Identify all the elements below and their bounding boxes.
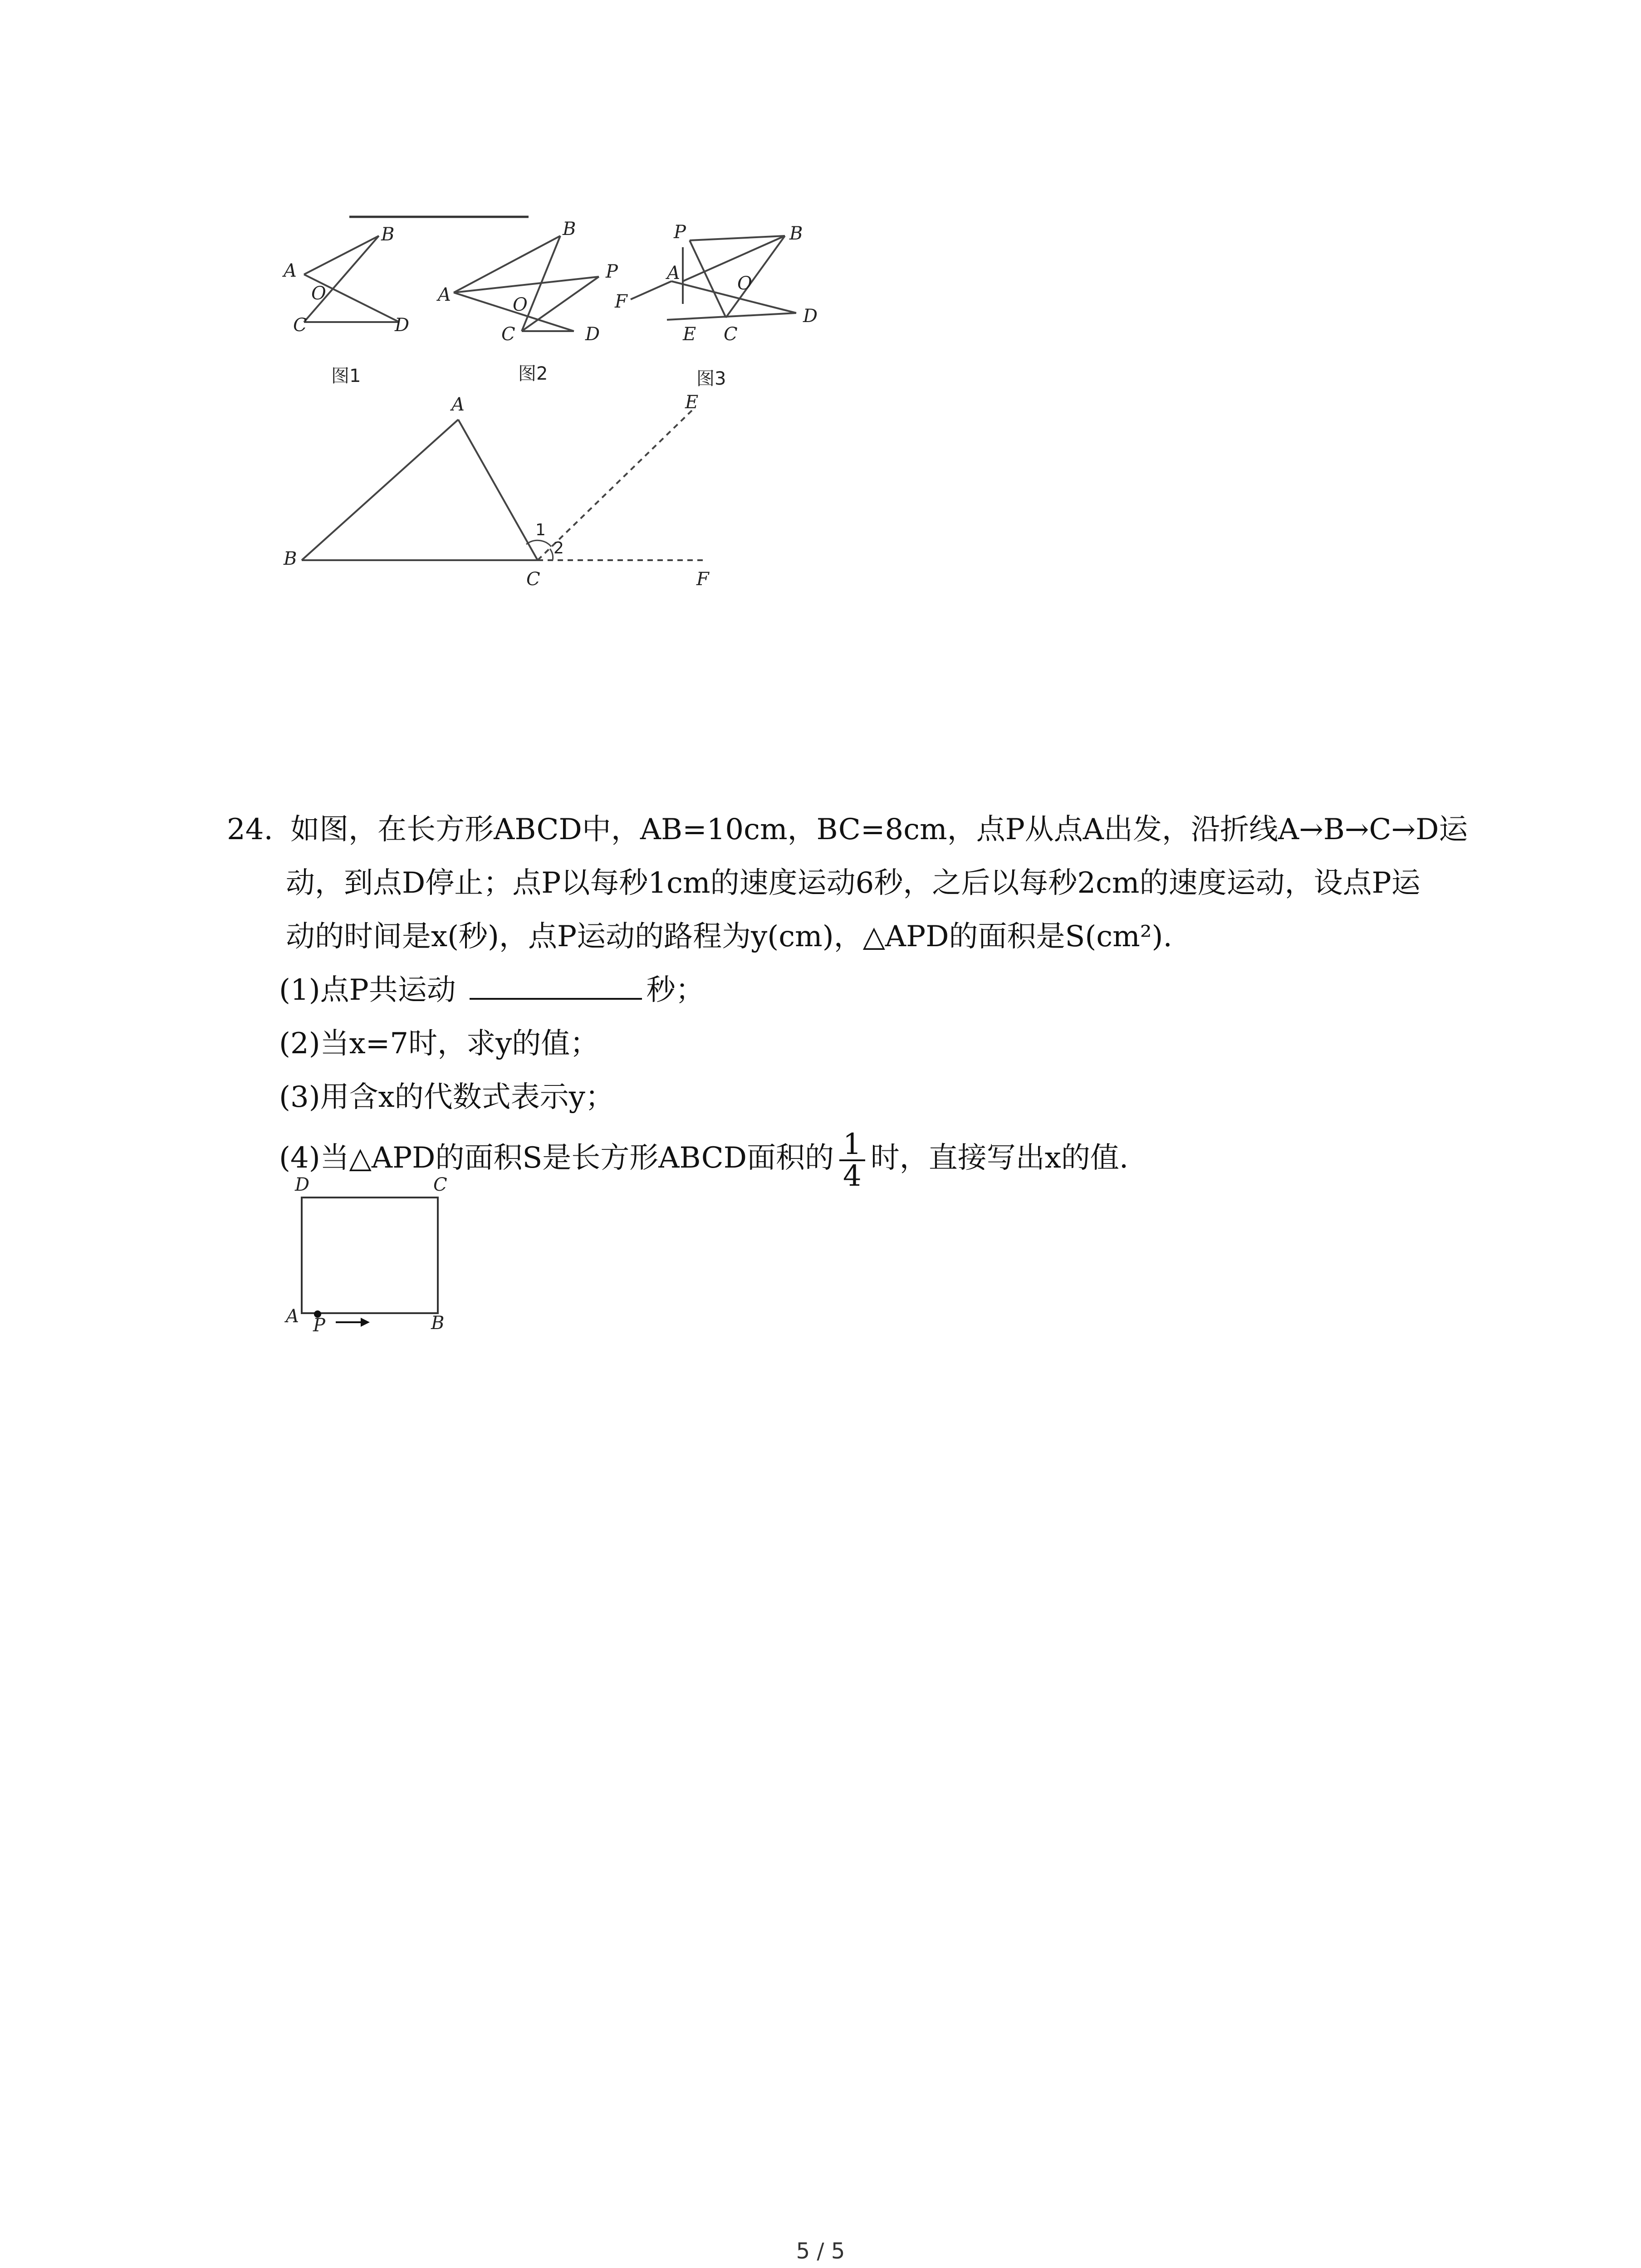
rect-label-A: A (286, 1306, 299, 1327)
problem-text-line-1: 如图，在长方形ABCD中，AB=10cm，BC=8cm，点P从点A出发，沿折线A→B→C→D运 (290, 813, 1468, 846)
fig1-caption: 图1 (331, 366, 361, 386)
fig2-label-O: O (513, 294, 528, 315)
question-1-prefix: (1)点P共运动 (279, 973, 456, 1007)
fig1-label-O: O (311, 283, 326, 304)
fig3-caption: 图3 (696, 368, 726, 389)
fig2-caption: 图2 (518, 363, 548, 384)
fig2-label-B: B (563, 219, 576, 240)
triangle-angle-2: 2 (554, 539, 564, 557)
fig1-label-A: A (284, 260, 297, 281)
fig3-label-P: P (674, 222, 686, 243)
fig1-label-B: B (381, 224, 395, 245)
problem-number: 24. (227, 813, 273, 846)
fig3-label-C: C (724, 324, 738, 345)
problem-text-line-2: 动，到点D停止；点P以每秒1cm的速度运动6秒，之后以每秒2cm的速度运动，设点P运 (286, 866, 1421, 900)
rect-label-P: P (313, 1315, 325, 1336)
question-2-text: (2)当x=7时，求y的值； (279, 1027, 599, 1061)
triangle-label-E: E (685, 392, 699, 413)
triangle-label-A: A (451, 394, 465, 415)
fraction-denominator: 4 (843, 1159, 862, 1193)
fig3-label-D: D (803, 306, 818, 327)
rect-label-C: C (433, 1174, 447, 1195)
fig3-label-A: A (667, 263, 680, 284)
triangle-angle-1: 1 (535, 521, 546, 539)
fig2-label-C: C (501, 324, 515, 345)
fig3-label-O: O (737, 273, 752, 294)
fig2-label-A: A (438, 284, 451, 305)
question-3-text: (3)用含x的代数式表示y； (279, 1080, 614, 1114)
page-number: 5 / 5 (796, 2239, 845, 2264)
fig1-label-C: C (293, 315, 307, 336)
fig1-label-D: D (395, 315, 410, 336)
fig3-label-B: B (789, 223, 803, 244)
rect-label-B: B (431, 1313, 445, 1334)
question-4-prefix: (4)当△APD的面积S是长方形ABCD面积的 (279, 1141, 834, 1175)
fig2-label-D: D (585, 324, 600, 345)
fig2-label-P: P (606, 261, 618, 282)
fraction-numerator: 1 (839, 1129, 865, 1161)
question-4-suffix: 时，直接写出x的值. (870, 1141, 1129, 1175)
rectangle-abcd (302, 1198, 438, 1313)
triangle-label-C: C (526, 569, 540, 590)
rect-label-D: D (295, 1174, 310, 1195)
question-1-suffix: 秒； (646, 973, 705, 1007)
fig3-label-F: F (615, 291, 627, 312)
fig3-label-E: E (683, 324, 696, 345)
triangle-label-B: B (284, 548, 297, 569)
motion-arrow-head (361, 1318, 370, 1327)
problem-text-line-3: 动的时间是x(秒)，点P运动的路程为y(cm)，△APD的面积是S(cm²). (286, 920, 1172, 953)
triangle-label-F: F (696, 569, 709, 590)
